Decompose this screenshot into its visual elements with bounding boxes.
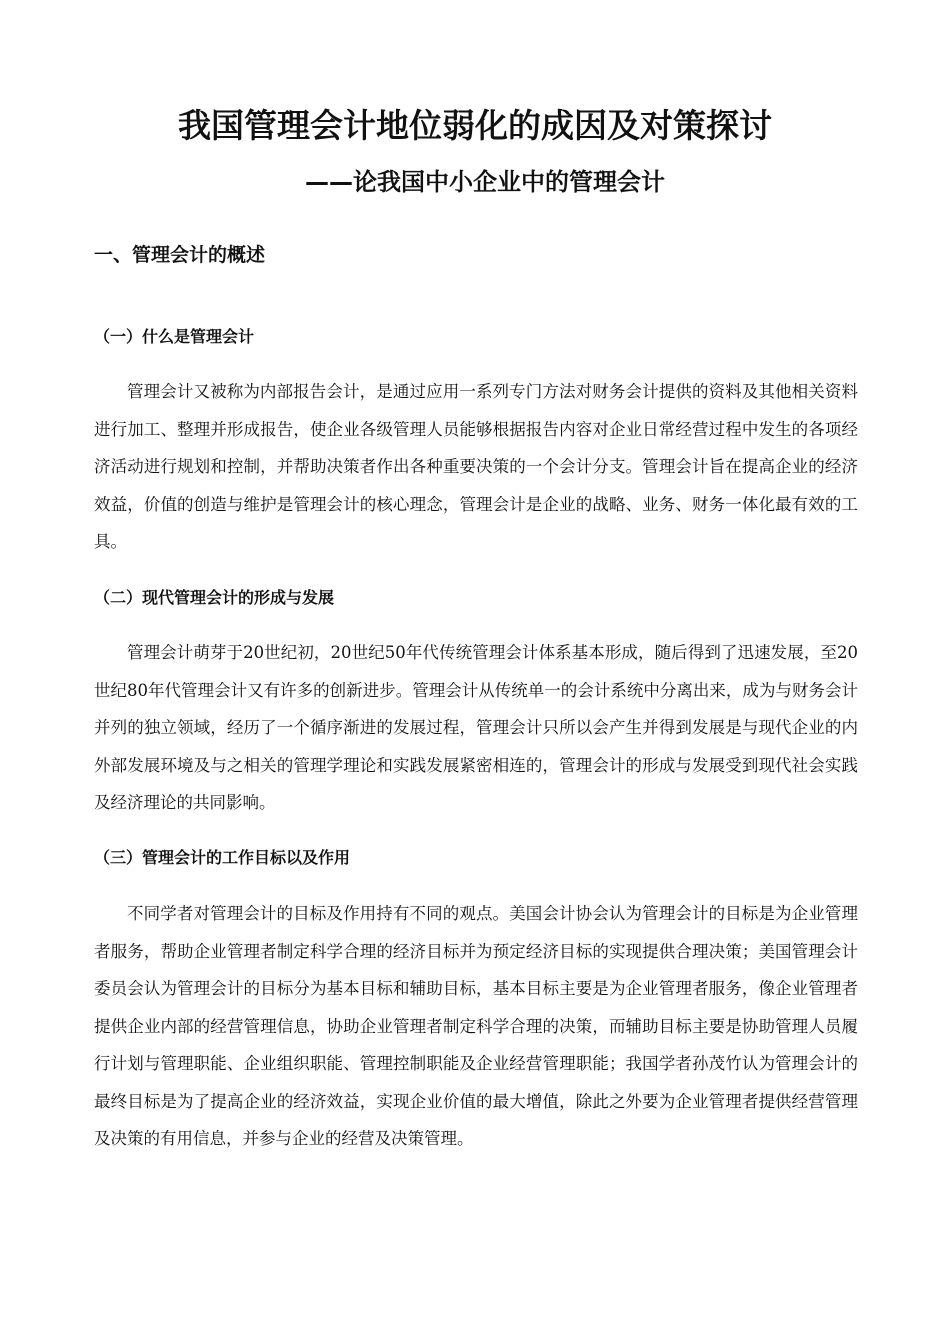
subsection-heading-1: （一）什么是管理会计 [94, 327, 255, 346]
subsection-heading-3: （三）管理会计的工作目标以及作用 [94, 848, 351, 867]
document-subtitle: ——论我国中小企业中的管理会计 [305, 168, 665, 196]
subsection-paragraph-1: 管理会计又被称为内部报告会计，是通过应用一系列专门方法对财务会计提供的资料及其他相关资料进行加工、整理并形成报告，使企业各级管理人员能够根据报告内容对企业日常经营过程中发生的各项经济活动进行规划和控制，并帮助决策者作出各种重要决策的一个会计分支。管理会计旨在提高企业的经济效益，价值的创造与维护是管理会计的核心理念，管理会计是企业的战略、业务、财务一体化最有效的工具。 [94, 382, 858, 551]
subsection-paragraph-3: 不同学者对管理会计的目标及作用持有不同的观点。美国会计协会认为管理会计的目标是为企业管理者服务，帮助企业管理者制定科学合理的经济目标并为预定经济目标的实现提供合理决策；美国管理会计委员会认为管理会计的目标分为基本目标和辅助目标，基本目标主要是为企业管理者服务，像企业管理者提供企业内部的经营管理信息，协助企业管理者制定科学合理的决策，而辅助目标主要是协助管理人员履行计划与管理职能、企业组织职能、管理控制职能及企业经营管理职能；我国学者孙茂竹认为管理会计的最终目标是为了提高企业的经济效益，实现企业价值的最大增值，除此之外要为企业管理者提供经营管理及决策的有用信息，并参与企业的经营及决策管理。 [94, 904, 858, 1148]
section-heading: 一、管理会计的概述 [94, 244, 266, 266]
subsection-paragraph-2: 管理会计萌芽于20世纪初，20世纪50年代传统管理会计体系基本形成，随后得到了迅速发展，至20世纪80年代管理会计又有许多的创新进步。管理会计从传统单一的会计系统中分离出来，成为与财务会计并列的独立领域，经历了一个循序渐进的发展过程，管理会计只所以会产生并得到发展是与现代企业的内外部发展环境及与之相关的管理学理论和实践发展紧密相连的，管理会计的形成与发展受到现代社会实践及经济理论的共同影响。 [94, 643, 858, 812]
subsection-heading-2: （二）现代管理会计的形成与发展 [94, 588, 335, 607]
document-title: 我国管理会计地位弱化的成因及对策探讨 [178, 106, 772, 145]
